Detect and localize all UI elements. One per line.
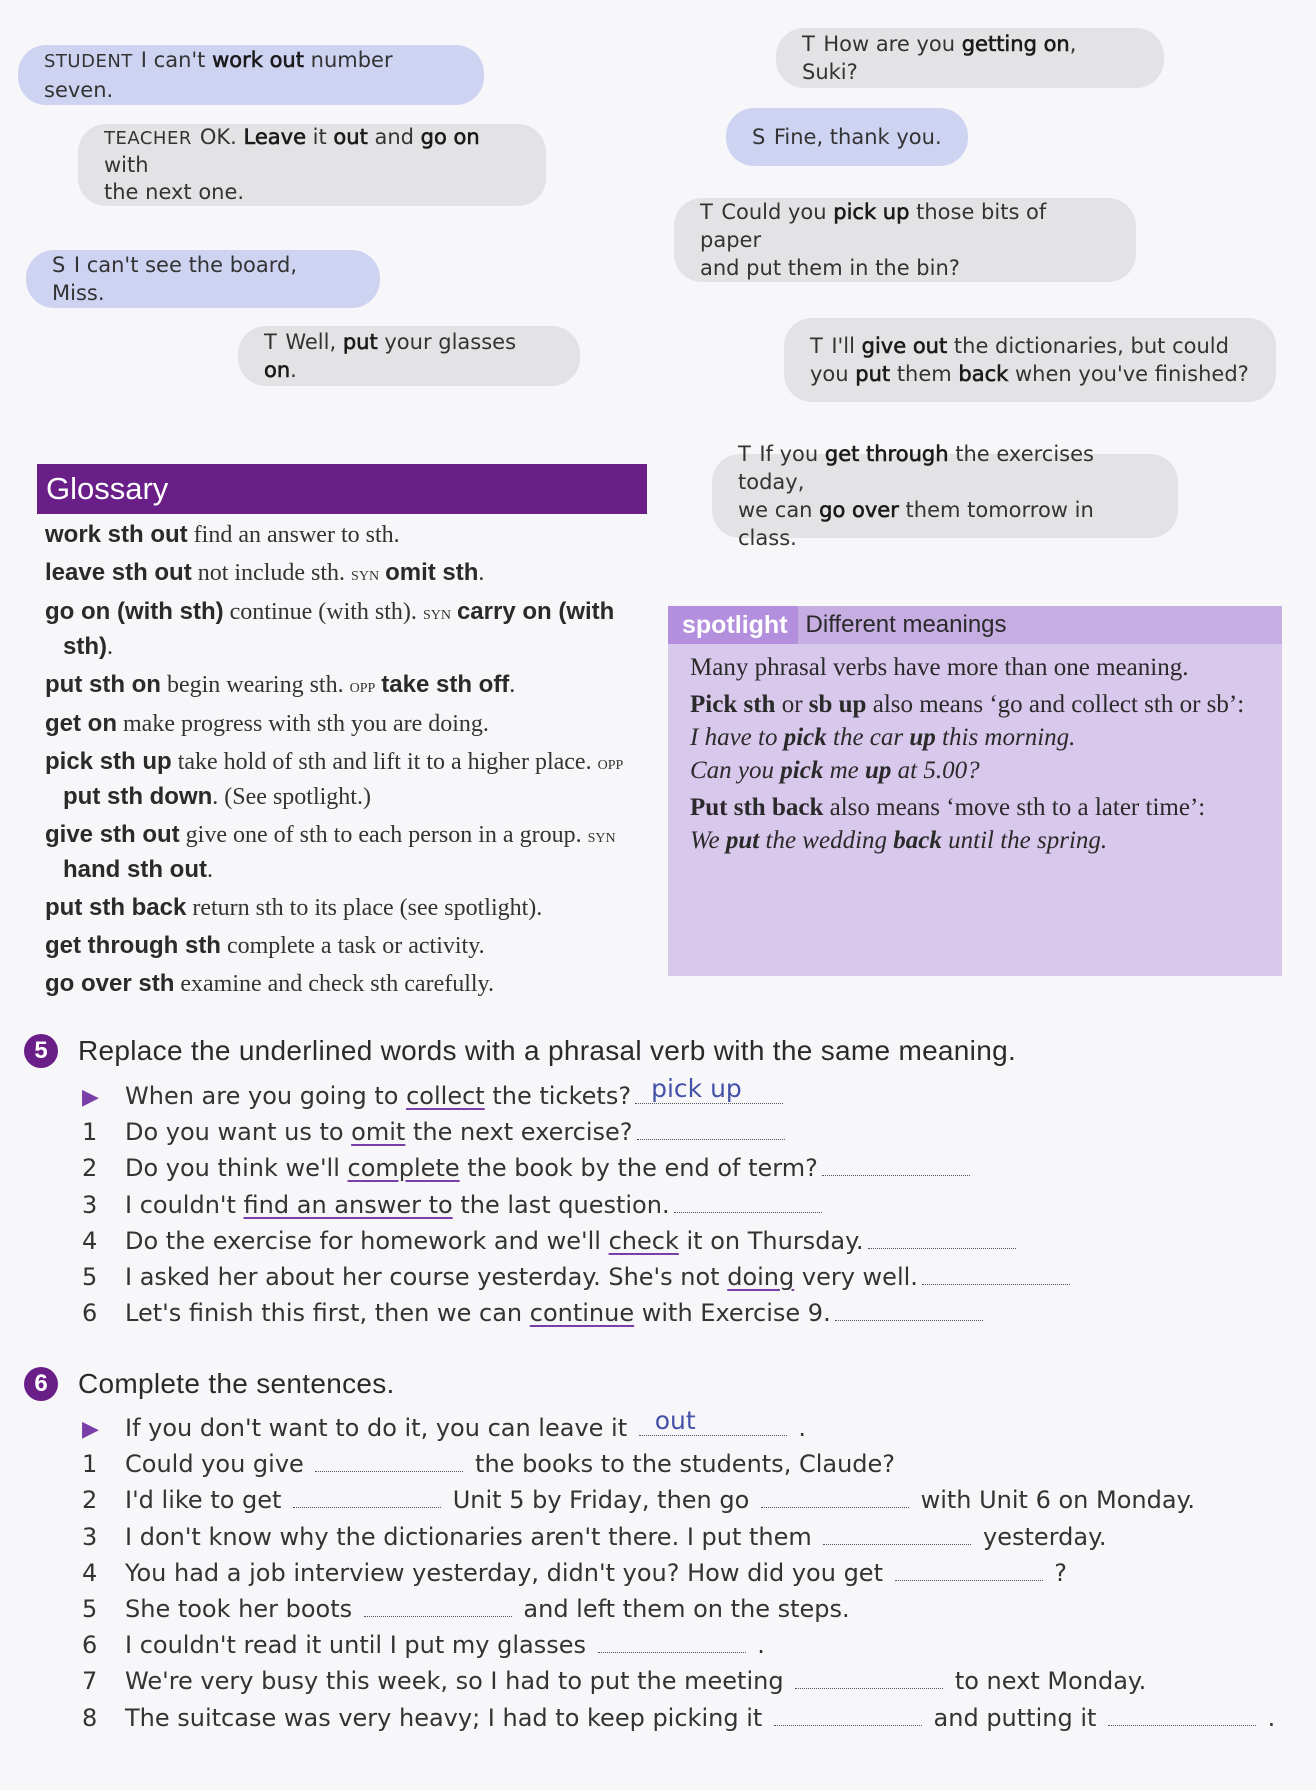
glossary-headword: pick sth up xyxy=(45,748,172,775)
glossary-entry xyxy=(45,818,645,887)
answer-blank[interactable] xyxy=(795,1664,943,1689)
phrasal-verb: put xyxy=(342,330,378,354)
glossary-headword: put sth back xyxy=(45,894,187,921)
item-text: with Unit 6 on Monday. xyxy=(912,1486,1195,1515)
bubble-text: Fine, thank you. xyxy=(773,125,942,149)
glossary-entry xyxy=(45,745,645,814)
item-text: the tickets? xyxy=(484,1082,632,1110)
glossary-definition: examine and check sth carefully. xyxy=(174,971,494,997)
exercise-item xyxy=(80,1074,1280,1114)
spotlight-example-3: We put the wedding back until the spring. xyxy=(690,827,1108,854)
glossary-entry xyxy=(45,595,645,664)
glossary-headword: go over sth xyxy=(45,970,175,997)
item-text: She took her boots xyxy=(125,1594,360,1623)
bubble-text: them xyxy=(890,362,959,386)
item-text: The suitcase was very heavy; I had to keep picking it xyxy=(125,1703,770,1732)
exercise-item xyxy=(80,1663,1280,1699)
glossary-entry xyxy=(45,518,645,552)
item-text: . xyxy=(1260,1703,1276,1732)
glossary-tag: syn xyxy=(351,563,380,585)
answer-blank[interactable] xyxy=(895,1556,1043,1581)
bubble-text: OK. xyxy=(199,125,244,149)
item-text: When are you going to xyxy=(125,1082,407,1110)
bubble-text: I'll xyxy=(831,334,862,358)
phrasal-verb: getting on xyxy=(961,32,1070,56)
glossary-tag: syn xyxy=(422,602,451,624)
item-number: 4 xyxy=(82,1558,98,1587)
exercise-number: 6 xyxy=(24,1367,58,1401)
handwritten-answer: pick up xyxy=(651,1074,742,1103)
exercise-item xyxy=(80,1406,1280,1446)
item-number: 5 xyxy=(82,1262,98,1291)
glossary-definition: find an answer to sth. xyxy=(187,522,400,548)
glossary-entry xyxy=(45,707,645,741)
bubble-text: I can't xyxy=(140,48,213,72)
item-number: 7 xyxy=(82,1667,98,1696)
spotlight-body xyxy=(668,644,1282,856)
glossary-definition: complete a task or activity. xyxy=(220,933,485,959)
glossary-title: Glossary xyxy=(37,464,647,514)
bubble-text: the next one. xyxy=(104,180,245,204)
exercise-item xyxy=(80,1187,1280,1223)
phrasal-verb: work out xyxy=(212,48,304,72)
glossary-end: . xyxy=(509,672,516,698)
bubble-text: . xyxy=(290,358,297,382)
glossary-end: . xyxy=(107,634,113,660)
bubble-text: , Suki? xyxy=(802,32,1077,84)
answer-blank[interactable] xyxy=(835,1296,983,1321)
speech-bubble-student-1 xyxy=(18,45,484,105)
answer-blank[interactable] xyxy=(822,1151,970,1176)
spotlight-example-1: I have to pick the car up this morning. xyxy=(690,724,1076,751)
exercise-item xyxy=(80,1295,1280,1331)
phrasal-verb: back xyxy=(958,362,1009,386)
item-number: 3 xyxy=(82,1522,98,1551)
item-number: 8 xyxy=(82,1703,98,1732)
spotlight-title: Different meanings xyxy=(805,611,1007,638)
answer-blank[interactable] xyxy=(674,1188,822,1213)
item-text: to next Monday. xyxy=(947,1667,1147,1696)
exercise-item xyxy=(80,1223,1280,1259)
item-text: ? xyxy=(1046,1558,1067,1587)
underlined-word: doing xyxy=(727,1262,795,1291)
glossary-entry xyxy=(45,967,645,1001)
item-text: Unit 5 by Friday, then go xyxy=(445,1486,757,1515)
item-text: Do you think we'll xyxy=(125,1154,348,1183)
bubble-text: How are you xyxy=(823,32,962,56)
speech-bubble-student-3 xyxy=(726,108,968,166)
item-text: and putting it xyxy=(925,1703,1105,1732)
bubble-text: you xyxy=(810,362,856,386)
answer-blank[interactable] xyxy=(364,1592,512,1617)
bubble-text: your glasses xyxy=(377,330,517,354)
glossary-definition: not include sth. xyxy=(191,560,352,586)
glossary-end: . (See spotlight.) xyxy=(212,784,371,810)
glossary-related: omit sth xyxy=(385,559,479,586)
exercise-item xyxy=(80,1446,1280,1482)
phrasal-verb: give out xyxy=(861,334,948,358)
item-number: 6 xyxy=(82,1299,98,1328)
item-number: 5 xyxy=(82,1594,98,1623)
underlined-word: collect xyxy=(406,1082,485,1110)
bubble-text: it xyxy=(305,125,334,149)
spotlight-tag: spotlight xyxy=(668,606,798,644)
glossary-headword: leave sth out xyxy=(45,559,192,586)
speaker-label: T xyxy=(700,200,714,224)
speaker-label: TEACHER xyxy=(104,128,192,149)
spotlight-example-2: Can you pick me up at 5.00? xyxy=(690,757,980,784)
answer-blank[interactable] xyxy=(639,1406,787,1436)
item-text: I couldn't read it until I put my glasses xyxy=(125,1631,594,1660)
bubble-text: If you xyxy=(759,442,825,466)
item-text: You had a job interview yesterday, didn't you? How did you get xyxy=(125,1558,891,1587)
exercise-item xyxy=(80,1114,1280,1150)
phrasal-verb: out xyxy=(333,125,368,149)
phrasal-verb: go over xyxy=(819,498,899,522)
bubble-text: and put them in the bin? xyxy=(700,256,960,280)
item-text: very well. xyxy=(794,1262,918,1291)
exercise-title: Complete the sentences. xyxy=(78,1368,395,1399)
item-text: Let's finish this first, then we can xyxy=(125,1299,530,1328)
bubble-text: number seven. xyxy=(44,48,393,102)
item-number: 6 xyxy=(82,1631,98,1660)
item-number: 4 xyxy=(82,1226,98,1255)
item-text: . xyxy=(749,1631,765,1660)
glossary-headword: put sth on xyxy=(45,671,161,698)
glossary-entry xyxy=(45,556,645,591)
exercise-item xyxy=(80,1259,1280,1295)
glossary-tag: opp xyxy=(349,675,376,697)
speech-bubble-teacher-4 xyxy=(674,198,1136,282)
answer-blank[interactable] xyxy=(922,1260,1070,1285)
bubble-text: Could you xyxy=(721,200,834,224)
speaker-label: S xyxy=(752,125,766,149)
glossary-end: . xyxy=(478,560,485,586)
item-text: with Exercise 9. xyxy=(634,1299,831,1328)
item-text: Do the exercise for homework and we'll xyxy=(125,1226,609,1255)
item-number: ▶ xyxy=(82,1417,99,1442)
glossary-definition: continue (with sth). xyxy=(223,599,423,625)
glossary-definition: take hold of sth and lift it to a higher place. xyxy=(171,749,598,775)
phrasal-verb: put xyxy=(855,362,891,386)
spotlight-box xyxy=(668,606,1282,976)
spotlight-meaning-2: Put sth back also means ‘move sth to a later time’: xyxy=(690,794,1206,821)
item-text: yesterday. xyxy=(975,1522,1107,1551)
item-number: 2 xyxy=(82,1486,98,1515)
phrasal-verb: Leave xyxy=(243,125,306,149)
glossary-tag: opp xyxy=(597,752,624,774)
glossary-headword: get through sth xyxy=(45,932,221,959)
speech-bubble-teacher-3 xyxy=(776,28,1164,88)
item-text: I don't know why the dictionaries aren't there. I put them xyxy=(125,1522,820,1551)
item-text: I couldn't xyxy=(125,1190,244,1219)
underlined-word: check xyxy=(608,1226,679,1255)
glossary-related: carry on (with sth) xyxy=(63,598,615,660)
spotlight-meaning-1: Pick sth or sb up also means ‘go and collect sth or sb’: xyxy=(690,691,1245,718)
item-text: the last question. xyxy=(452,1190,670,1219)
item-text: and left them on the steps. xyxy=(515,1594,850,1623)
exercise-item xyxy=(80,1482,1280,1518)
bubble-text: them tomorrow in class. xyxy=(738,498,1094,550)
answer-blank[interactable] xyxy=(598,1628,746,1653)
exercise-item xyxy=(80,1150,1280,1186)
speech-bubble-teacher-2 xyxy=(238,326,580,386)
spotlight-header xyxy=(668,606,1282,644)
item-text: Do you want us to xyxy=(125,1118,352,1147)
exercise-title: Replace the underlined words with a phrasal verb with the same meaning. xyxy=(78,1035,1017,1066)
item-number: 2 xyxy=(82,1154,98,1183)
underlined-word: continue xyxy=(529,1299,635,1328)
glossary-entry xyxy=(45,891,645,925)
item-text: I asked her about her course yesterday. She's not xyxy=(125,1262,728,1291)
item-number: ▶ xyxy=(82,1085,99,1110)
exercise-item xyxy=(80,1627,1280,1663)
glossary-definition: begin wearing sth. xyxy=(160,672,350,698)
answer-blank[interactable] xyxy=(1108,1701,1256,1726)
item-text: . xyxy=(790,1414,807,1442)
answer-blank[interactable] xyxy=(637,1115,785,1140)
speaker-label: T xyxy=(264,330,278,354)
underlined-word: find an answer to xyxy=(243,1190,453,1219)
exercise-5-header xyxy=(24,1034,1016,1068)
bubble-text: we can xyxy=(738,498,820,522)
item-number: 3 xyxy=(82,1190,98,1219)
glossary-headword: work sth out xyxy=(45,521,188,548)
answer-blank[interactable] xyxy=(635,1074,783,1104)
item-text: If you don't want to do it, you can leave it xyxy=(125,1414,635,1442)
bubble-text: those bits of paper xyxy=(700,200,1047,252)
bubble-text: and xyxy=(367,125,421,149)
phrasal-verb: pick up xyxy=(833,200,910,224)
item-text: it on Thursday. xyxy=(678,1226,864,1255)
glossary-list xyxy=(45,518,645,1005)
speech-bubble-student-2 xyxy=(26,250,380,308)
answer-blank[interactable] xyxy=(774,1701,922,1726)
answer-blank[interactable] xyxy=(315,1447,463,1472)
speaker-label: T xyxy=(738,442,752,466)
glossary-definition: return sth to its place (see spotlight). xyxy=(186,895,543,921)
answer-blank[interactable] xyxy=(761,1483,909,1508)
exercise-number: 5 xyxy=(24,1034,58,1068)
handwritten-answer: out xyxy=(654,1406,696,1435)
spotlight-intro: Many phrasal verbs have more than one meaning. xyxy=(690,654,1189,681)
speaker-label: S xyxy=(52,253,66,277)
underlined-word: omit xyxy=(351,1118,406,1147)
exercise-6-list xyxy=(80,1406,1280,1736)
phrasal-verb: get through xyxy=(824,442,949,466)
bubble-text: I can't see the board, Miss. xyxy=(52,253,298,305)
exercise-item xyxy=(80,1700,1280,1736)
bubble-text: with xyxy=(104,153,149,177)
phrasal-verb: on xyxy=(264,358,291,382)
glossary-entry xyxy=(45,929,645,963)
phrasal-verb: go on xyxy=(420,125,480,149)
speech-bubble-teacher-6 xyxy=(712,442,1178,550)
item-text: the book by the end of term? xyxy=(459,1154,818,1183)
answer-blank[interactable] xyxy=(823,1520,971,1545)
answer-blank[interactable] xyxy=(868,1224,1016,1249)
speech-bubble-teacher-5 xyxy=(784,318,1276,402)
item-text: the books to the students, Claude? xyxy=(467,1450,896,1479)
speech-bubble-teacher-1 xyxy=(78,124,546,206)
glossary-related: take sth off xyxy=(381,671,510,698)
glossary-end: . xyxy=(206,857,213,883)
exercise-5-list xyxy=(80,1074,1280,1331)
bubble-text: the exercises today, xyxy=(738,442,1094,494)
exercise-item xyxy=(80,1591,1280,1627)
exercise-6-header xyxy=(24,1367,395,1401)
glossary-definition: give one of sth to each person in a group. xyxy=(179,822,588,848)
speaker-label: T xyxy=(810,334,824,358)
bubble-text: the dictionaries, but could xyxy=(947,334,1229,358)
speaker-label: T xyxy=(802,32,816,56)
item-number: 1 xyxy=(82,1450,98,1479)
item-text: I'd like to get xyxy=(125,1486,290,1515)
item-text: Could you give xyxy=(125,1450,312,1479)
item-text: the next exercise? xyxy=(405,1118,633,1147)
glossary-headword: give sth out xyxy=(45,821,180,848)
bubble-text: when you've finished? xyxy=(1008,362,1249,386)
glossary-tag: syn xyxy=(587,825,616,847)
glossary-headword: get on xyxy=(45,710,117,737)
exercise-item xyxy=(80,1555,1280,1591)
exercise-item xyxy=(80,1519,1280,1555)
underlined-word: complete xyxy=(347,1154,460,1183)
glossary-entry xyxy=(45,668,645,703)
answer-blank[interactable] xyxy=(293,1483,441,1508)
speaker-label: STUDENT xyxy=(44,51,133,72)
item-number: 1 xyxy=(82,1118,98,1147)
glossary-related: put sth down xyxy=(63,783,213,810)
bubble-text: Well, xyxy=(285,330,343,354)
glossary-related: hand sth out xyxy=(63,856,207,883)
item-text: We're very busy this week, so I had to put the meeting xyxy=(125,1667,792,1696)
glossary-definition: make progress with sth you are doing. xyxy=(117,711,489,737)
glossary-headword: go on (with sth) xyxy=(45,598,224,625)
